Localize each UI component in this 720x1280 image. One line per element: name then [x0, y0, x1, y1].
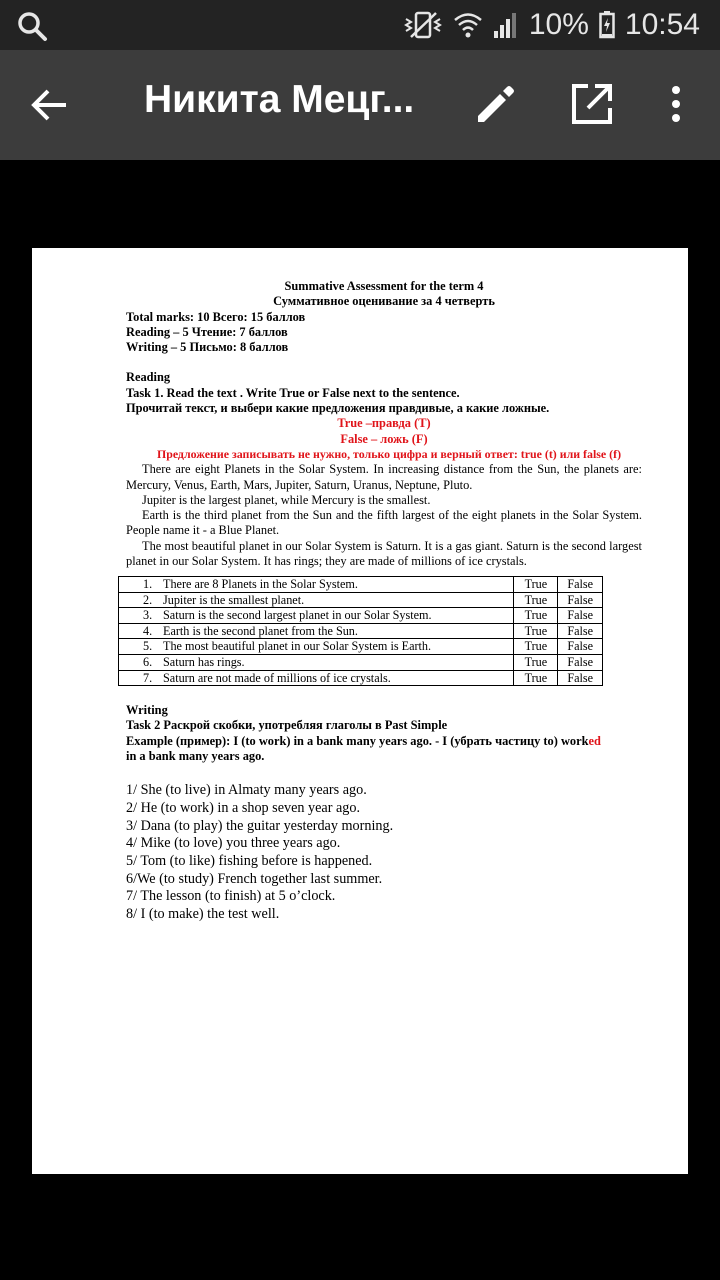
- list-item: 5/ Tom (to like) fishing before is happened.: [126, 853, 373, 869]
- document-content: [126, 279, 642, 569]
- statement-number: 2.: [143, 592, 153, 607]
- example-suffix: ed: [588, 733, 601, 748]
- statement-text: Jupiter is the smallest planet.: [163, 592, 305, 607]
- reading-heading: Reading: [126, 370, 171, 385]
- title-en: Summative Assessment for the term 4: [284, 279, 484, 293]
- true-cell: True: [514, 623, 558, 639]
- table-row: [119, 654, 603, 670]
- app-bar: [0, 50, 720, 160]
- paragraph: Earth is the third planet from the Sun and the fifth largest of the eight planets in the Solar System. People name it - a Blue Planet.: [126, 508, 642, 538]
- task2: Task 2 Раскрой скобки, употребляя глаголы в Past Simple: [126, 718, 448, 733]
- statement-number: 3.: [143, 608, 153, 623]
- table-row: [119, 670, 603, 686]
- true-hint: True –правда (T): [337, 416, 431, 431]
- battery-percent: 10%: [528, 8, 589, 41]
- true-false-table: [118, 576, 603, 686]
- statement-number: 5.: [143, 639, 153, 654]
- statement-cell: [119, 623, 514, 639]
- statement-cell: [119, 670, 514, 686]
- false-cell: False: [558, 577, 603, 593]
- statement-cell: [119, 639, 514, 655]
- statement-text: There are 8 Planets in the Solar System.: [163, 577, 358, 591]
- statement-cell: [119, 654, 514, 670]
- list-item: 1/ She (to live) in Almaty many years ago.: [126, 782, 367, 799]
- statement-text: Earth is the second planet from the Sun.: [163, 623, 358, 638]
- paragraph: There are eight Planets in the Solar System. In increasing distance from the Sun, the planets are: Mercury, Venus, Earth, Mars, Jupiter, Saturn, Uranus, Neptune, Pluto.: [126, 462, 642, 492]
- status-bar: [0, 0, 720, 50]
- statement-number: 6.: [143, 654, 153, 669]
- wifi-icon: [453, 10, 483, 40]
- statement-cell: [119, 592, 514, 608]
- table-row: [119, 608, 603, 624]
- false-cell: False: [558, 623, 603, 639]
- document-page[interactable]: [32, 248, 688, 1174]
- task1-en: Task 1. Read the text . Write True or False next to the sentence.: [126, 385, 460, 400]
- list-item: 3/ Dana (to play) the guitar yesterday morning.: [126, 817, 394, 834]
- statement-text: Saturn is the second largest planet in our Solar System.: [163, 608, 432, 623]
- true-cell: True: [514, 670, 558, 686]
- example-prefix: Example (пример): I (to work) in a bank many years ago. - I (убрать частицу to) work: [126, 733, 589, 748]
- task1-ru: Прочитай текст, и выбери какие предложения правдивые, а какие ложные.: [126, 401, 550, 416]
- marks-line: Total marks: 10 Всего: 15 баллов: [126, 309, 306, 324]
- marks-line: Reading – 5 Чтение: 7 баллов: [126, 324, 288, 339]
- paragraph: Jupiter is the largest planet, while Mercury is the smallest.: [142, 492, 431, 507]
- statement-number: 4.: [143, 623, 153, 638]
- battery-icon: [599, 11, 615, 39]
- true-cell: True: [514, 654, 558, 670]
- example-line-2: in a bank many years ago.: [126, 748, 265, 763]
- statement-number: 1.: [143, 577, 153, 591]
- edit-icon[interactable]: [472, 80, 520, 128]
- list-item: 2/ He (to work) in a shop seven year ago.: [126, 799, 361, 816]
- writing-section: [126, 703, 656, 924]
- false-cell: False: [558, 608, 603, 624]
- statement-cell: [119, 577, 514, 593]
- false-hint: False – ложь (F): [340, 431, 428, 446]
- table-row: [119, 592, 603, 608]
- statement-cell: [119, 608, 514, 624]
- list-item: 4/ Mike (to love) you three years ago.: [126, 835, 341, 852]
- example-line: [126, 734, 656, 749]
- signal-icon: [493, 11, 519, 39]
- false-cell: False: [558, 670, 603, 686]
- more-vert-icon[interactable]: [654, 80, 698, 128]
- true-cell: True: [514, 608, 558, 624]
- statement-text: Saturn are not made of millions of ice crystals.: [163, 670, 391, 685]
- instruction: Предложение записывать не нужно, только цифра и верный ответ: true (t) или false (f): [156, 446, 622, 461]
- true-cell: True: [514, 577, 558, 593]
- document-viewer[interactable]: [0, 160, 720, 1280]
- search-icon[interactable]: [16, 10, 48, 42]
- title-ru: Суммативное оценивание за 4 четверть: [273, 294, 495, 309]
- table-row: [119, 639, 603, 655]
- false-cell: False: [558, 592, 603, 608]
- list-item: 6/We (to study) French together last summer.: [126, 870, 383, 887]
- document-title: Никита Мецг...: [144, 78, 415, 121]
- table-row: [119, 577, 603, 593]
- clock: 10:54: [624, 8, 700, 41]
- vibrate-icon: [403, 10, 443, 40]
- list-item: 8/ I (to make) the test well.: [126, 906, 280, 923]
- back-arrow-icon[interactable]: [26, 81, 74, 129]
- marks-line: Writing – 5 Письмо: 8 баллов: [126, 340, 289, 355]
- paragraph: The most beautiful planet in our Solar System is Saturn. It is a gas giant. Saturn is the second largest planet in our Solar System. It has rings; they are made of millions of ice crystals.: [126, 538, 642, 569]
- true-cell: True: [514, 639, 558, 655]
- statement-text: Saturn has rings.: [163, 654, 245, 669]
- false-cell: False: [558, 639, 603, 655]
- statement-number: 7.: [143, 670, 153, 685]
- open-external-icon[interactable]: [568, 80, 616, 128]
- writing-heading: Writing: [126, 703, 168, 717]
- statement-text: The most beautiful planet in our Solar System is Earth.: [163, 639, 432, 654]
- true-cell: True: [514, 592, 558, 608]
- false-cell: False: [558, 654, 603, 670]
- table-row: [119, 623, 603, 639]
- exercise-list: [126, 782, 656, 924]
- list-item: 7/ The lesson (to finish) at 5 o’clock.: [126, 888, 336, 905]
